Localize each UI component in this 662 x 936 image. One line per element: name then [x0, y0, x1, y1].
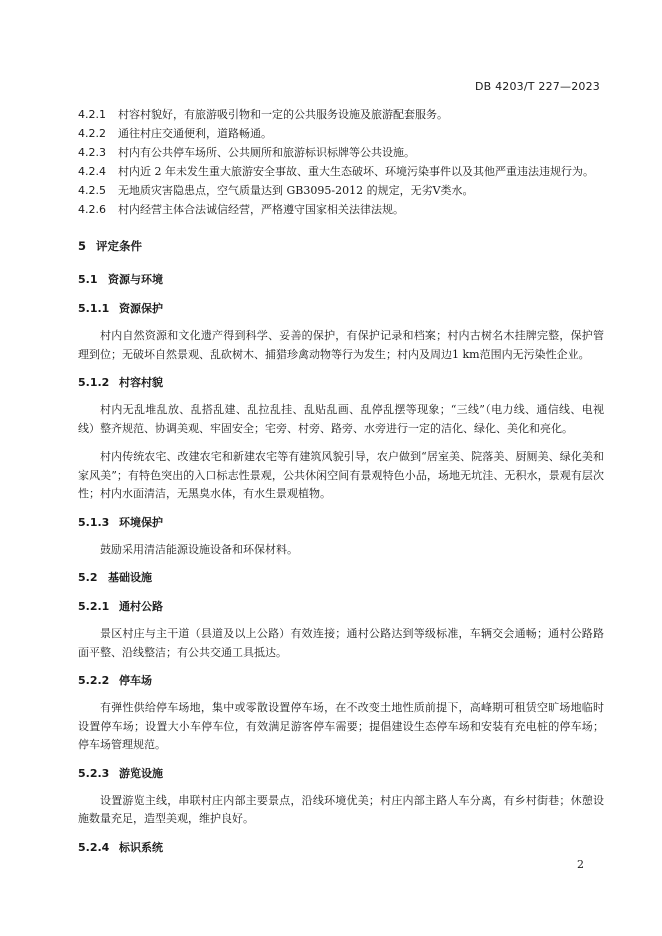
clause-number: 4.2.4: [78, 165, 106, 178]
clause-4-2-5: [78, 182, 604, 200]
section-number: 5.2.3: [78, 766, 110, 780]
clause-4-2-6: [78, 201, 604, 219]
clause-text: 无地质灾害隐患点，空气质量达到 GB3095-2012 的规定，无劣Ⅴ类水。: [118, 184, 474, 197]
section-title: 通村公路: [119, 600, 163, 613]
section-5-2-heading: [78, 569, 604, 587]
clause-number: 4.2.6: [78, 203, 106, 216]
section-title: 游览设施: [119, 766, 163, 780]
section-5-1-2-heading: [78, 374, 604, 392]
section-number: 5.1.2: [78, 376, 110, 389]
clause-number: 4.2.1: [78, 108, 106, 121]
section-number: 5.2: [78, 571, 98, 584]
section-title: 标识系统: [119, 840, 163, 854]
clause-text: 村内有公共停车场所、公共厕所和旅游标识标牌等公共设施。: [118, 146, 415, 159]
section-number: 5: [78, 239, 87, 253]
clause-text: 村容村貌好，有旅游吸引物和一定的公共服务设施及旅游配套服务。: [118, 108, 448, 121]
clause-text: 村内近 2 年未发生重大旅游安全事故、重大生态破坏、环境污染事件以及其他严重违法违规行为。: [118, 165, 594, 178]
section-title: 评定条件: [96, 239, 142, 253]
paragraph: 有弹性供给停车场地，集中或零散设置停车场，在不改变土地性质前提下，高峰期可租赁空旷场地临时设置停车场；设置大小车停车位，有效满足游客停车需要；提倡建设生态停车场和安装有充电桩的停车场；停车场管理规范。: [78, 701, 604, 751]
document-id: DB 4203/T 227—2023: [474, 80, 600, 93]
page-number: 2: [577, 858, 584, 871]
paragraph: 村内自然资源和文化遗产得到科学、妥善的保护，有保护记录和档案；村内古树名木挂牌完整，保护管理到位；无破坏自然景观、乱砍树木、捕猎珍禽动物等行为发生；村内及周边1 km范围内无污染性企业。: [78, 329, 604, 361]
document-body: [78, 106, 604, 866]
clause-4-2-1: [78, 106, 604, 124]
clause-number: 4.2.2: [78, 127, 106, 140]
section-5-1-heading: [78, 271, 604, 289]
paragraph: 景区村庄与主干道（县道及以上公路）有效连接；通村公路达到等级标准，车辆交会通畅；通村公路路面平整、沿线整洁；有公共交通工具抵达。: [78, 627, 604, 659]
section-5-2-2-heading: [78, 672, 604, 690]
section-5-2-1-heading: [78, 598, 604, 616]
clause-4-2-3: [78, 144, 604, 162]
clause-text: 村内经营主体合法诚信经营，严格遵守国家相关法律法规。: [118, 203, 404, 216]
section-title: 村容村貌: [119, 376, 163, 389]
clause-4-2-2: [78, 125, 604, 143]
section-number: 5.2.2: [78, 674, 110, 687]
section-number: 5.1: [78, 273, 98, 286]
clause-text: 通往村庄交通便利，道路畅通。: [118, 127, 272, 140]
section-5-heading: [78, 237, 604, 255]
clause-number: 4.2.5: [78, 184, 106, 197]
section-title: 环境保护: [119, 515, 163, 529]
section-number: 5.1.1: [78, 302, 110, 315]
section-title: 基础设施: [108, 571, 152, 584]
clause-number: 4.2.3: [78, 146, 106, 159]
section-5-2-3-heading: [78, 765, 604, 783]
section-title: 资源与环境: [108, 273, 163, 286]
section-number: 5.2.1: [78, 600, 110, 613]
paragraph: 鼓励采用清洁能源设施设备和环保材料。: [100, 542, 298, 556]
paragraph: 村内传统农宅、改建农宅和新建农宅等有建筑风貌引导，农户做到“居室美、院落美、厨厕美、绿化美和家风美”；有特色突出的入口标志性景观，公共休闲空间有景观特色小品，场地无坑洼、无积水，景观有层次性；村内水面清洁，无黑臭水体，有水生景观植物。: [78, 450, 604, 500]
section-title: 资源保护: [119, 302, 163, 315]
section-title: 停车场: [119, 674, 152, 687]
section-number: 5.1.3: [78, 515, 110, 529]
section-number: 5.2.4: [78, 840, 110, 854]
clause-4-2-4: [78, 163, 604, 181]
section-5-2-4-heading: [78, 839, 604, 857]
paragraph: 村内无乱堆乱放、乱搭乱建、乱拉乱挂、乱贴乱画、乱停乱摆等现象；“三线”（电力线、通信线、电视线）整齐规范、协调美观、牢固安全；宅旁、村旁、路旁、水旁进行一定的洁化、绿化、美化和亮化。: [78, 403, 604, 435]
paragraph: 设置游览主线，串联村庄内部主要景点，沿线环境优美；村庄内部主路人车分离，有乡村街巷；休憩设施数量充足，造型美观，维护良好。: [78, 793, 604, 825]
section-5-1-3-heading: [78, 514, 604, 532]
section-5-1-1-heading: [78, 300, 604, 318]
